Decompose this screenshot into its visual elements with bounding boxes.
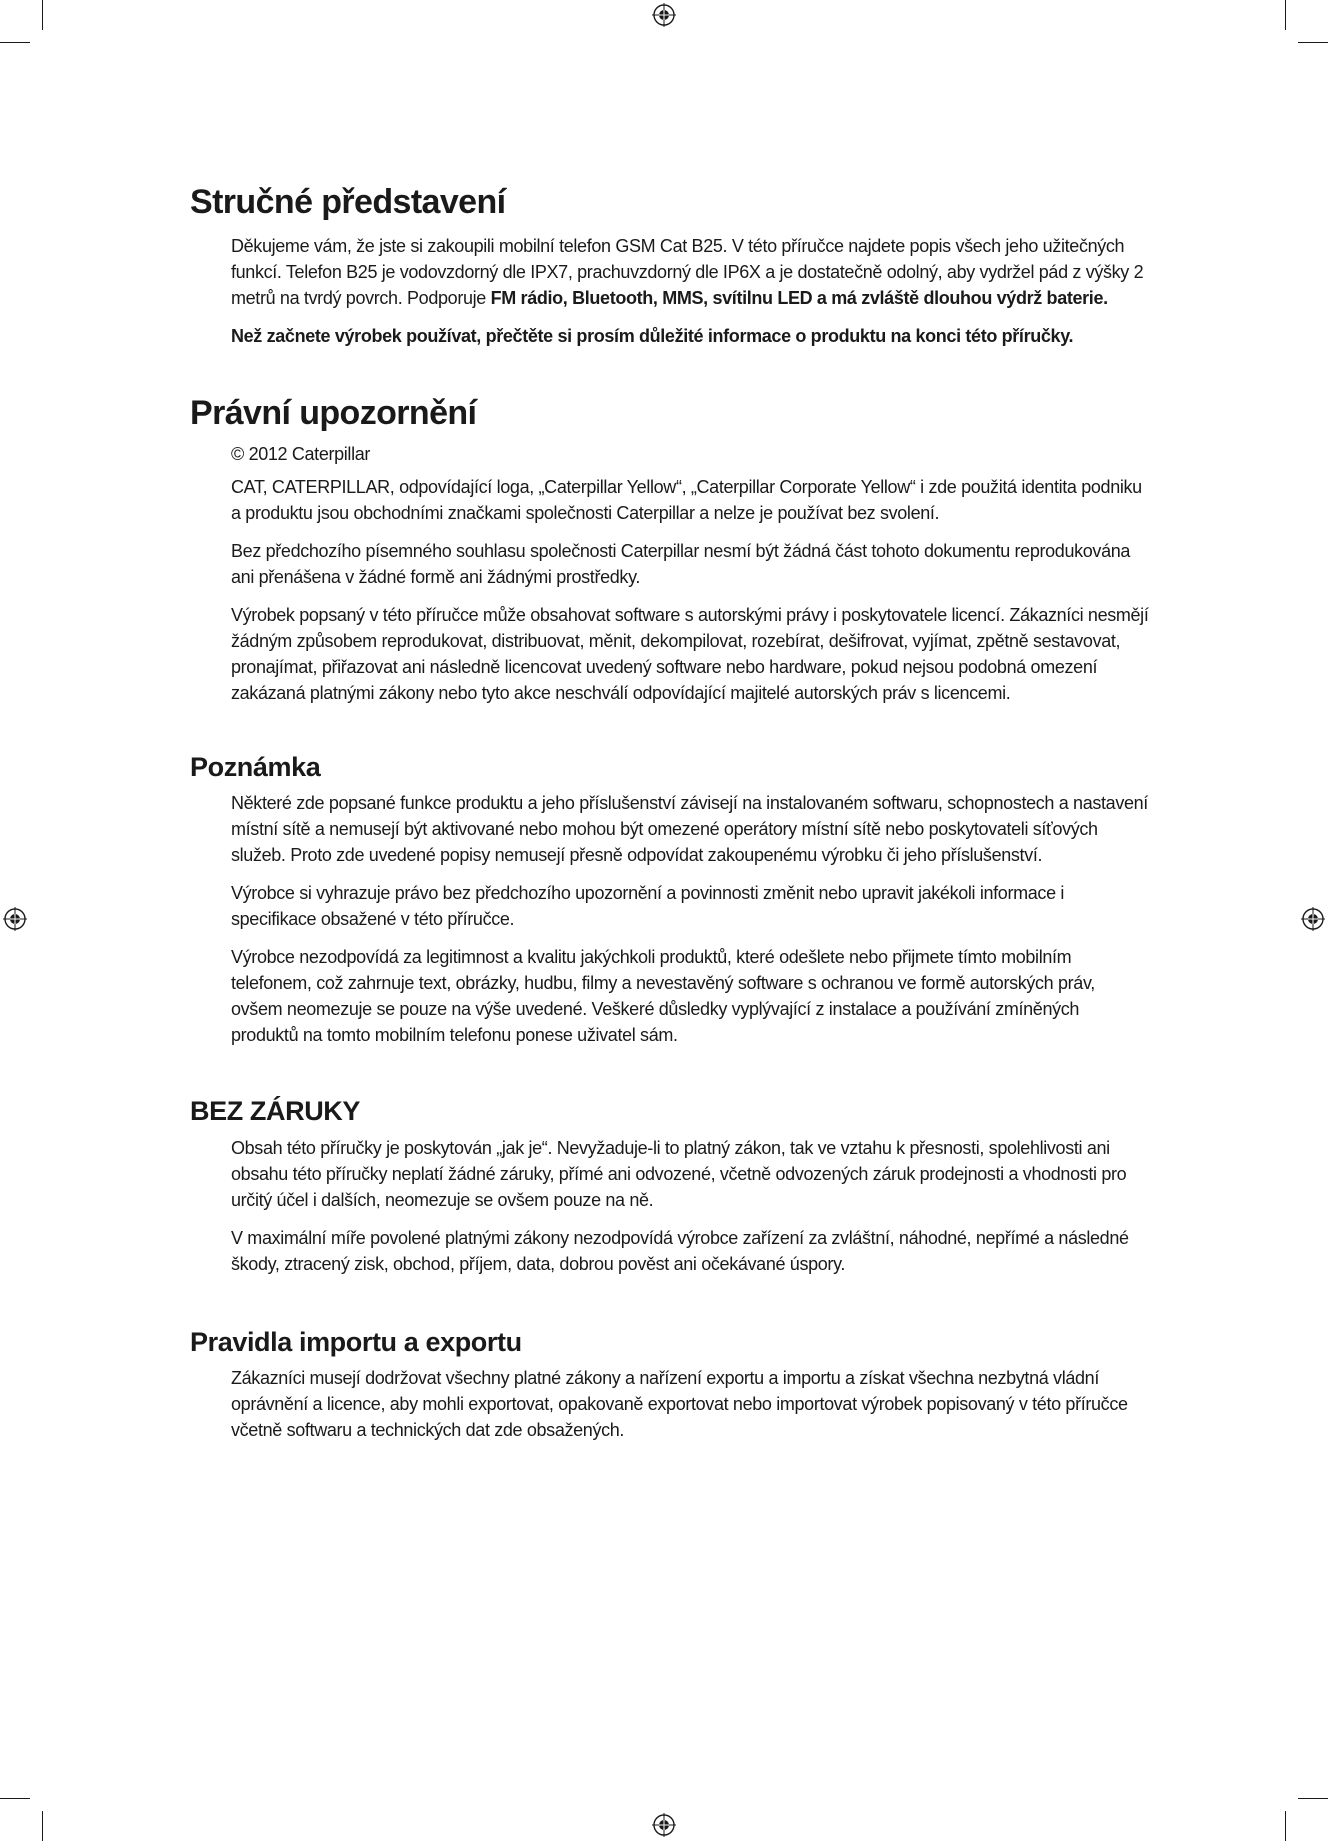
export-body (231, 1365, 1150, 1443)
intro-text: Děkujeme vám, že jste si zakoupili mobilní telefon GSM Cat B25. V této příručce najdete popis všech jeho užitečných funkcí. Telefon B25 je vodovzdorný dle IPX7, prachuvzdorný dle IP6X a je dostatečně odolný, aby vydržel pád z výšky 2 metrů na tvrdý povrch. Podporuje (231, 236, 1144, 308)
intro-paragraph (231, 233, 1150, 311)
crop-mark-tl-h (0, 42, 30, 43)
note-body (231, 790, 1150, 1048)
legal-paragraph-1: CAT, CATERPILLAR, odpovídající loga, „Caterpillar Yellow“, „Caterpillar Corporate Yellow“ i zde použitá identita podniku a produktu jsou obchodními značkami společnosti Caterpillar a nelze je používat bez svolení. (231, 477, 1142, 523)
crop-mark-bl-v (42, 1811, 43, 1841)
copyright-line: © 2012 Caterpillar (231, 444, 371, 464)
export-paragraph-1: Zákazníci musejí dodržovat všechny platné zákony a nařízení exportu a importu a získat všechna nezbytná vládní oprávnění a licence, aby mohli exportovat, opakovaně exportovat nebo importovat výrobek popisovaný v této příručce včetně softwaru a technických dat zde obsažených. (231, 1368, 1128, 1440)
crop-mark-bl-h (0, 1798, 30, 1799)
warranty-body (231, 1135, 1150, 1277)
page-content (190, 180, 1150, 1443)
crop-mark-tr-v (1285, 0, 1286, 30)
warranty-paragraph-2: V maximální míře povolené platnými zákony nezodpovídá výrobce zařízení za zvláštní, náhodné, nepřímé a následné škody, ztracený zisk, obchod, příjem, data, dobrou pověst ani očekávané úspory. (231, 1228, 1129, 1274)
intro-heading: Stručné představení (190, 183, 506, 221)
legal-paragraph-2: Bez předchozího písemného souhlasu společnosti Caterpillar nesmí být žádná část tohoto dokumentu reprodukována ani přenášena v žádné formě ani žádnými prostředky. (231, 541, 1131, 587)
warranty-paragraph-1: Obsah této příručky je poskytován „jak je“. Nevyžaduje-li to platný zákon, tak ve vztahu k přesnosti, spolehlivosti ani obsahu této příručky neplatí žádné záruky, přímé ani odvozené, včetně odvozených záruk prodejnosti a vhodnosti pro určitý účel i dalších, neomezuje se ovšem pouze na ně. (231, 1138, 1127, 1210)
registration-mark-icon (1301, 907, 1325, 931)
section-warranty (190, 1094, 1150, 1277)
crop-mark-tr-h (1298, 42, 1328, 43)
intro-notice (231, 323, 1150, 349)
warranty-heading: BEZ ZÁRUKY (190, 1096, 360, 1126)
registration-mark-icon (652, 1813, 676, 1837)
section-export (190, 1325, 1150, 1443)
crop-mark-br-h (1298, 1798, 1328, 1799)
note-paragraph-2: Výrobce si vyhrazuje právo bez předchozího upozornění a povinnosti změnit nebo upravit jakékoli informace i specifikace obsažené v této příručce. (231, 883, 1065, 929)
note-heading: Poznámka (190, 752, 321, 782)
section-intro (190, 180, 1150, 349)
intro-features-bold: FM rádio, Bluetooth, MMS, svítilnu LED a má zvláště dlouhou výdrž baterie. (490, 288, 1108, 308)
crop-mark-tl-v (42, 0, 43, 30)
legal-paragraph-3: Výrobek popsaný v této příručce může obsahovat software s autorskými právy i poskytovatele licencí. Zákazníci nesmějí žádným způsobem reprodukovat, distribuovat, měnit, dekompilovat, rozebírat, dešifrovat, vyjímat, zpětně sestavovat, pronajímat, přiřazovat ani následně licencovat uvedený software nebo hardware, pokud nejsou podobná omezení zakázaná platnými zákony nebo tyto akce neschválí odpovídající majitelé autorských práv s licencemi. (231, 605, 1149, 703)
registration-mark-icon (652, 3, 676, 27)
intro-body (231, 233, 1150, 349)
crop-mark-br-v (1285, 1811, 1286, 1841)
section-note (190, 750, 1150, 1048)
legal-heading: Právní upozornění (190, 394, 477, 432)
export-heading: Pravidla importu a exportu (190, 1327, 522, 1357)
legal-body (231, 441, 1150, 706)
note-paragraph-1: Některé zde popsané funkce produktu a jeho příslušenství závisejí na instalovaném softwaru, schopnostech a nastavení místní sítě a nemusejí být aktivované nebo mohou být omezené operátory místní sítě nebo poskytovateli síťových služeb. Proto zde uvedené popisy nemusejí přesně odpovídat zakoupenému výrobku či jeho příslušenství. (231, 793, 1148, 865)
intro-notice-bold: Než začnete výrobek používat, přečtěte si prosím důležité informace o produktu na konci této příručky. (231, 326, 1074, 346)
note-paragraph-3: Výrobce nezodpovídá za legitimnost a kvalitu jakýchkoli produktů, které odešlete nebo přijmete tímto mobilním telefonem, což zahrnuje text, obrázky, hudbu, filmy a nevestavěný software s ochranou ve formě autorských práv, ovšem neomezuje se pouze na výše uvedené. Veškeré důsledky vyplývající z instalace a používání zmíněných produktů na tomto mobilním telefonu ponese uživatel sám. (231, 947, 1095, 1045)
section-legal (190, 391, 1150, 706)
registration-mark-icon (3, 907, 27, 931)
